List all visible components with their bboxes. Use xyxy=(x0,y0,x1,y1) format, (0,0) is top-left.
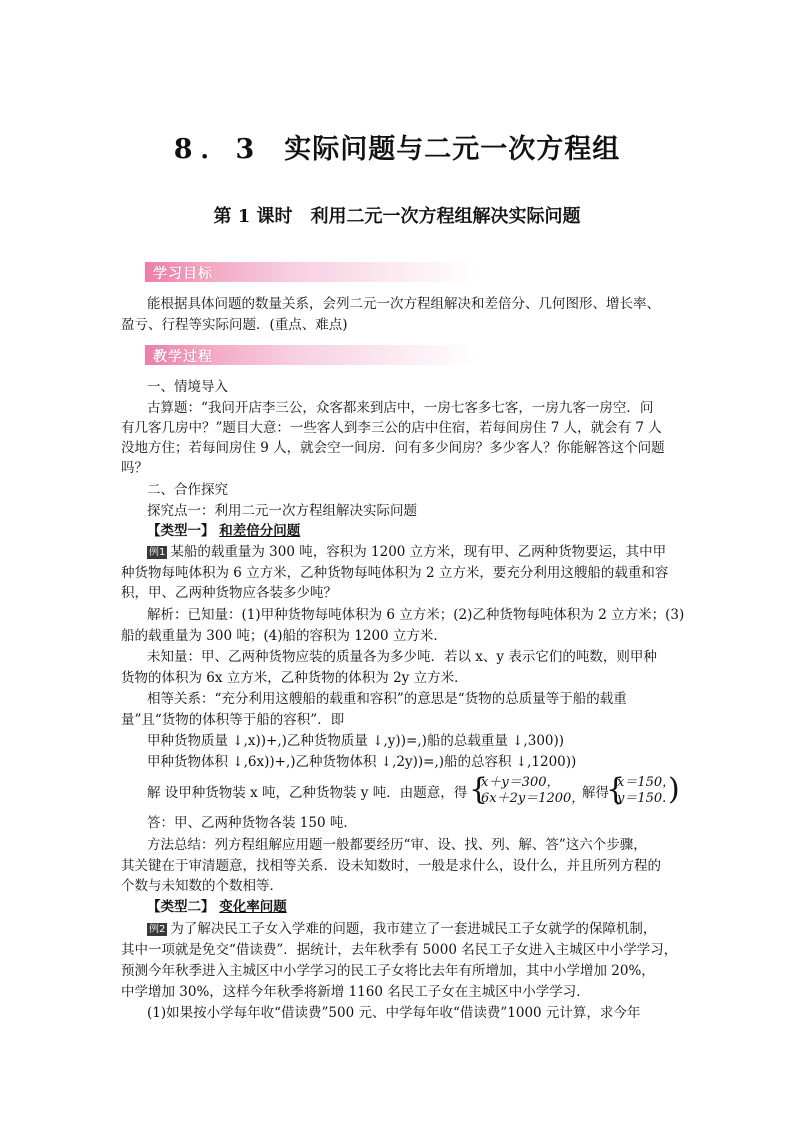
equation-mass: 甲种货物质量 ↓,x))+,)乙种货物质量 ↓,y))=,)船的总载重量 ↓,300)) xyxy=(147,733,565,749)
example-2-line-2: 其中一项就是免交“借读费”．据统计，去年秋季有 5000 名民工子女进入主城区中小学学习， xyxy=(121,942,678,958)
lesson-label: 第 1 课时 xyxy=(213,206,293,227)
type-2-bracket: 【类型二】 xyxy=(147,899,215,915)
intro-line-4: 吗？ xyxy=(121,460,148,476)
type-1-heading xyxy=(147,522,681,540)
example-1-text-1: 某船的载重量为 300 吨，容积为 1200 立方米，现有甲、乙两种货物要运，其中甲 xyxy=(170,544,667,560)
summary-line-3: 个数与未知数的个数相等． xyxy=(121,878,283,894)
lesson-subtitle xyxy=(0,202,794,228)
title-text: 实际问题与二元一次方程组 xyxy=(284,134,621,165)
goals-banner xyxy=(145,262,475,282)
answer-line: 答：甲、乙两种货物各装 150 吨． xyxy=(147,815,357,831)
system-1-brace: { xyxy=(469,772,489,807)
example-2-line-4: 中学增加 30%，这样今年秋季将新增 1160 名民工子女在主城区中小学学习． xyxy=(121,984,590,1000)
intro-line-2: 有几客几房中？”题目大意：一些客人到李三公的店中住宿，若每间房住 7 人，就会有 7 人 xyxy=(121,420,662,436)
page-title xyxy=(0,127,794,166)
type-1-name: 和差倍分问题 xyxy=(219,523,301,539)
system-1-eq-2: 6x＋2y＝1200， xyxy=(481,791,585,806)
goals-line-1: 能根据具体问题的数量关系，会列二元一次方程组解决和差倍分、几何图形、增长率、 xyxy=(147,296,660,312)
example-2-line-5: (1)如果按小学每年收“借读费”500 元、中学每年收“借读费”1000 元计算，求今年 xyxy=(147,1005,641,1021)
process-banner-label: 教学过程 xyxy=(153,349,213,365)
intro-line-1: 古算题：“我问开店李三公，众客都来到店中，一房七客多七客，一房九客一房空．问 xyxy=(147,400,654,416)
process-banner xyxy=(145,345,475,365)
solution-mid-text: 解得 xyxy=(582,785,609,801)
example-2-text-1: 为了解决民工子女入学难的问题，我市建立了一套进城民工子女就学的保障机制， xyxy=(170,921,657,937)
goals-banner-label: 学习目标 xyxy=(153,266,213,282)
section-heading-explore: 二、合作探究 xyxy=(147,482,228,498)
unknown-line-2: 货物的体积为 6x 立方米，乙种货物的体积为 2y 立方米． xyxy=(121,670,468,686)
solution-setup: 解 设甲种货物装 x 吨，乙种货物装 y 吨．由题意，得 xyxy=(147,785,468,801)
system-2-close-paren: ) xyxy=(668,772,680,807)
type-1-bracket: 【类型一】 xyxy=(147,523,215,539)
lesson-title: 利用二元一次方程组解决实际问题 xyxy=(310,206,581,227)
system-2-brace: { xyxy=(606,772,626,807)
relation-line-2: 量”且“货物的体积等于船的容积”．即 xyxy=(121,712,345,728)
explore-point-1: 探究点一：利用二元一次方程组解决实际问题 xyxy=(147,503,417,519)
type-2-name: 变化率问题 xyxy=(219,899,287,915)
example-1-tag: 例1 xyxy=(149,547,166,558)
equation-volume: 甲种货物体积 ↓,6x))+,)乙种货物体积 ↓,2y))=,)船的总容积 ↓,1200)) xyxy=(147,754,577,770)
summary-line-1: 方法总结：列方程组解应用题一般都要经历“审、设、找、列、解、答”这六个步骤， xyxy=(147,837,647,853)
type-2-heading xyxy=(147,898,681,916)
unknown-line-1: 未知量：甲、乙两种货物应装的质量各为多少吨．若以 x、y 表示它们的吨数，则甲种 xyxy=(147,649,657,665)
summary-line-2: 其关键在于审清题意，找相等关系．设未知数时，一般是求什么，设什么，并且所列方程的 xyxy=(121,858,661,874)
example-2-line-3: 预测今年秋季进入主城区中小学学习的民工子女将比去年有所增加，其中小学增加 20%， xyxy=(121,963,655,979)
example-1-line-3: 积，甲、乙两种货物应各装多少吨？ xyxy=(121,585,337,601)
section-number: 8．3 xyxy=(173,134,263,165)
system-2-eq-1: x＝150， xyxy=(617,775,676,790)
section-heading-intro: 一、情境导入 xyxy=(147,379,228,395)
example-1-line-2: 种货物每吨体积为 6 立方米，乙种货物每吨体积为 2 立方米，要充分利用这艘船的载重和容 xyxy=(121,565,669,581)
relation-line-1: 相等关系：“充分利用这艘船的载重和容积”的意思是“货物的总质量等于船的载重 xyxy=(147,691,627,707)
example-1-line-1 xyxy=(147,543,681,561)
example-2-line-1 xyxy=(147,920,681,938)
analysis-line-1: 解析：已知量：(1)甲种货物每吨体积为 6 立方米；(2)乙种货物每吨体积为 2 立方米；(3) xyxy=(147,607,685,623)
system-1-eq-1: x＋y＝300， xyxy=(481,775,560,790)
example-2-tag: 例2 xyxy=(149,924,166,935)
goals-line-2: 盈亏、行程等实际问题．(重点、难点) xyxy=(121,317,348,333)
system-2-eq-2: y＝150. xyxy=(617,791,667,806)
intro-line-3: 没地方住；若每间房住 9 人，就会空一间房．问有多少间房？多少客人？你能解答这个问题 xyxy=(121,440,665,456)
analysis-line-2: 船的载重量为 300 吨；(4)船的容积为 1200 立方米． xyxy=(121,628,447,644)
